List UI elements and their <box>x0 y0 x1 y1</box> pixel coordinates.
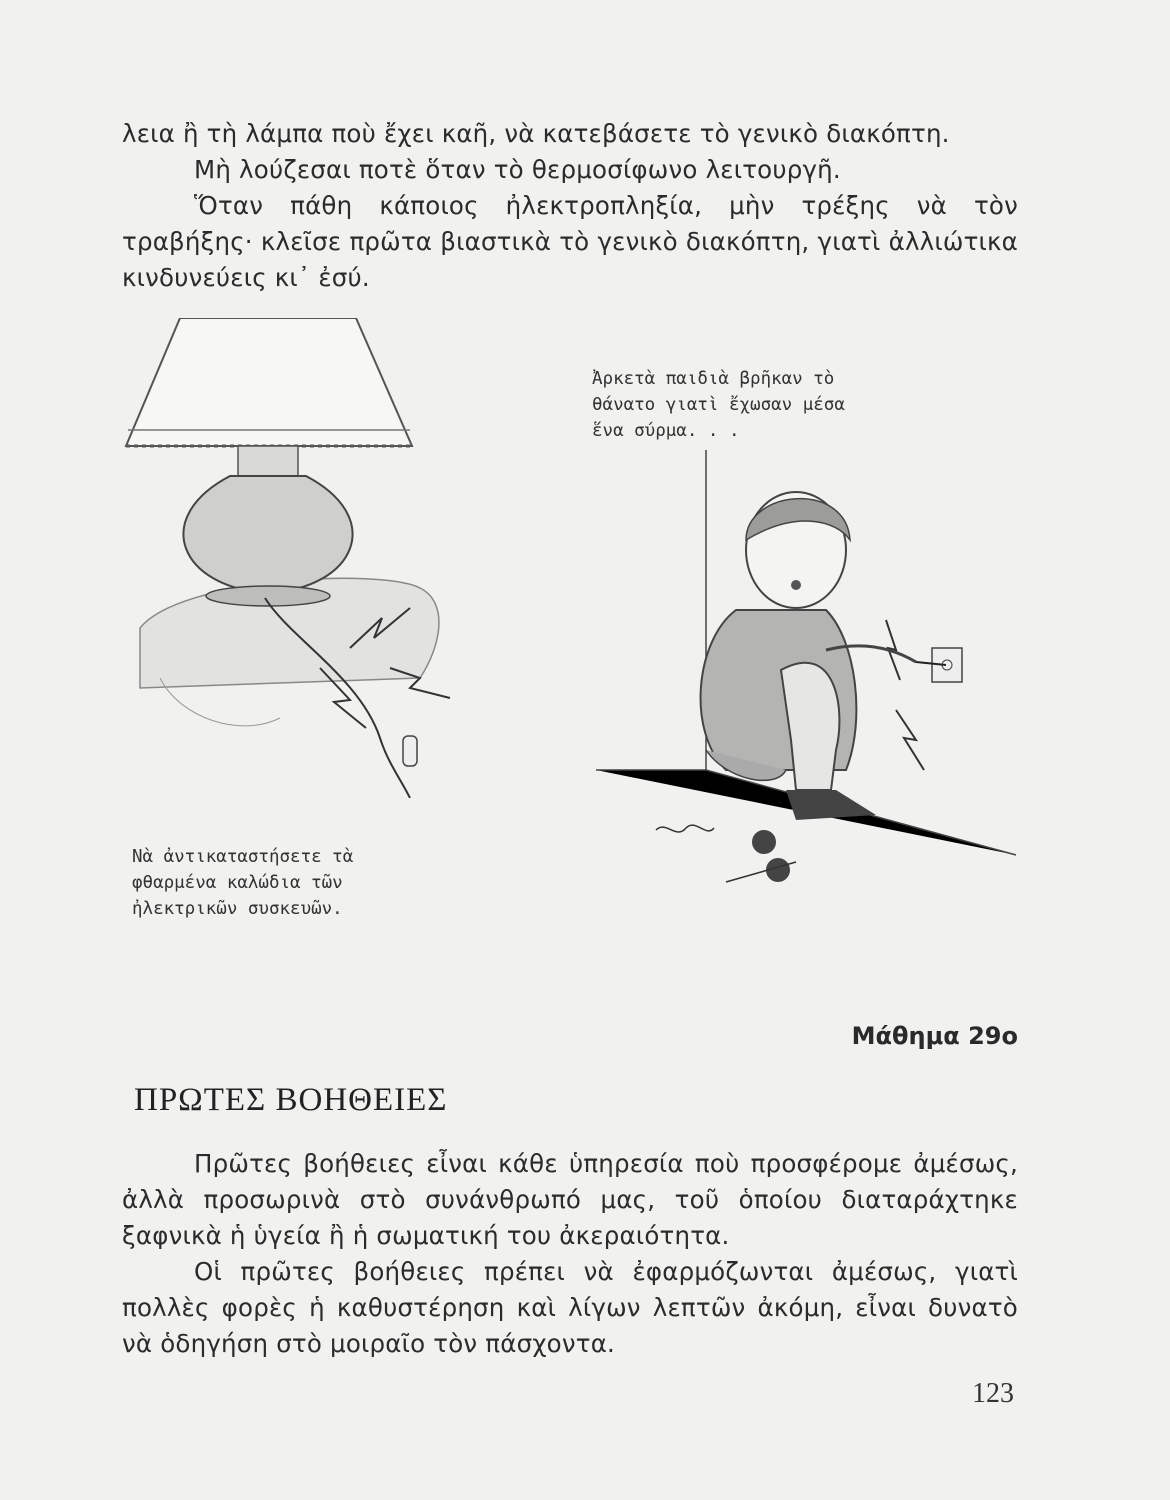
paragraph-first-aid-definition: Πρῶτες βοήθειες εἶναι κάθε ὑπηρεσία ποὺ προσφέρομε ἀμέσως, ἀλλὰ προσωρινὰ στὸ συνάνθρωπό μας, τοῦ ὁποίου διαταράχτηκε ξαφνικὰ ἡ ὑγεία ἢ ἡ σωματική του ἀκεραιότητα. <box>122 1149 1018 1250</box>
lamp-caption <box>132 844 353 922</box>
lamp-caption-line-3: ἠλεκτρικῶν συσκευῶν. <box>132 899 343 919</box>
page-number: 123 <box>972 1378 1014 1409</box>
section-heading: ΠΡΩΤΕΣ ΒΟΗΘΕΙΕΣ <box>134 1082 448 1118</box>
lesson-label: Μάθημα 29ο <box>851 1022 1018 1050</box>
boy-illustration <box>596 450 1020 900</box>
paragraph-electric-shock: Ὅταν πάθη κάποιος ἠλεκτροπληξία, μὴν τρέξης νὰ τὸν τραβήξης· κλεῖσε πρῶτα βιαστικὰ τὸ γενικὸ διακόπτη, γιατὶ ἀλλιώτικα κινδυνεύεις κι᾿ ἐσύ. <box>122 191 1018 292</box>
boy-caption-line-1: Ἀρκετὰ παιδιὰ βρῆκαν τὸ <box>592 369 835 389</box>
boy-caption-line-2: θάνατο γιατὶ ἔχωσαν μέσα <box>592 395 845 415</box>
paragraph-water-heater: Μὴ λούζεσαι ποτὲ ὅταν τὸ θερμοσίφωνο λειτουργῆ. <box>194 155 841 184</box>
lamp-illustration <box>120 318 480 798</box>
paragraph-first-aid-urgency: Οἱ πρῶτες βοήθειες πρέπει νὰ ἐφαρμόζωνται ἀμέσως, γιατὶ πολλὲς φορὲς ἡ καθυστέρηση καὶ λίγων λεπτῶν ἀκόμη, εἶναι δυνατὸ νὰ ὁδηγήση στὸ μοιραῖο τὸν πάσχοντα. <box>122 1257 1018 1358</box>
boy-caption-line-3: ἕνα σύρμα. . . <box>592 421 740 441</box>
lamp-caption-line-2: φθαρμένα καλώδια τῶν <box>132 873 343 893</box>
paragraph-lamp-end: λεια ἢ τὴ λάμπα ποὺ ἔχει καῆ, νὰ κατεβάσετε τὸ γενικὸ διακόπτη. <box>122 119 950 148</box>
lamp-caption-line-1: Νὰ ἀντικαταστήσετε τὰ <box>132 847 354 867</box>
boy-caption <box>592 366 845 444</box>
